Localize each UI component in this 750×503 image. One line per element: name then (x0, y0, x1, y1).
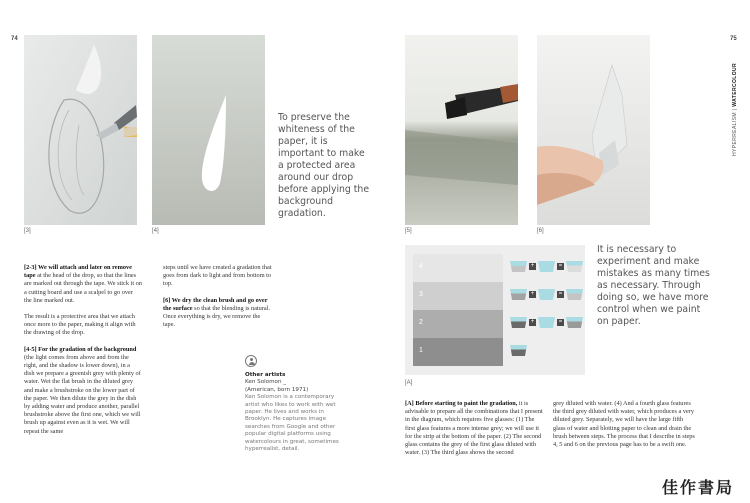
step-a-heading: [A] Before starting to paint the gradation, (405, 400, 518, 407)
gradation-steps-text: steps until we have created a gradation that goes from dark to light and from bottom to top. (163, 264, 272, 288)
section-side-label (732, 46, 738, 156)
result-paragraph: The result is a protective area that we attach once more to the paper, making it align with the drawing of the drop. (24, 313, 136, 337)
right-page-number: 75 (730, 36, 737, 42)
glass-row3-result (566, 289, 583, 300)
artist-dates: (American, born 1971) (245, 386, 309, 393)
glass-row2-result (566, 317, 583, 328)
photo-remove-tape (537, 35, 650, 225)
caption-photo-5: [5] (405, 228, 412, 234)
caption-photo-4: [4] (152, 228, 159, 234)
step-4-5-text: (the light comes from above and from the right, and the shadow is lower down), in a dish we prepare a greenish grey with plenty of water. Wet the flat brush in the diluted grey and make a brushstroke on the lower part of the paper. We then dilute the grey in the dish by adding water and produce another, parallel brushstroke above the first one, which we will brush up against even as it is wet. We will repeat the same (24, 353, 141, 435)
equals-op-2: = (558, 319, 563, 325)
right-pull-quote: It is necessary to experiment and make mistakes as many times as necessary. Through doing so, we have more control when we paint on paper. (597, 244, 710, 327)
section-label-watercolour: WATERCOLOUR (732, 62, 738, 107)
glass-row1-grey (510, 345, 527, 356)
right-body-column-2 (553, 400, 695, 457)
other-artists-box (245, 355, 345, 453)
strip-label-4: 4 (419, 263, 423, 270)
left-body-column-1 (24, 264, 142, 444)
photo-tape-scalpel (24, 35, 137, 225)
photo-flat-brush (405, 35, 518, 225)
step-2-3-text: at the head of the drop, so that the lines are marked out through the tape. We stick it on a cutting board and use a scalpel to go over the line marked out. (24, 272, 142, 304)
step-4-5-heading: [4-5] For the gradation of the background (24, 345, 137, 353)
photo-protected-drop (152, 35, 265, 225)
strip-4 (413, 254, 503, 282)
glass-combination-diagram (405, 245, 585, 375)
artist-name: Ken Solomon _ (245, 379, 287, 386)
caption-photo-3: [3] (24, 228, 31, 234)
glass-row3-water (538, 289, 555, 300)
left-page-number: 74 (11, 36, 18, 42)
plus-op-3: + (530, 291, 535, 297)
strip-label-3: 3 (419, 291, 423, 298)
glass-explanation-text: grey diluted with water. (4) And a fourth glass features the third grey diluted with water, which produces a very diluted grey. Separately, we will have the large fifth glass of water and blotting paper to clean and drain the brush between steps. The process that I describe in steps 4, 5 and 6 on the previous page has to be a swift one. (553, 400, 695, 449)
artist-bio: Ken Solomon is a contemporary artist who likes to work with wet paper. He lives and works in Brooklyn. He captures image searches from Google and other popular digital platforms using watercolours in great, sometimes hyperrealist, detail. (245, 394, 339, 453)
equals-op-4: = (558, 263, 563, 269)
step-6-text: so that the blending is natural. Once everything is dry, we remove the tape. (163, 304, 271, 329)
strip-1 (413, 338, 503, 366)
left-pull-quote: To preserve the whiteness of the paper, it is important to make a protected area around our drop before applying the background gradation. (278, 112, 370, 219)
strip-label-1: 1 (419, 347, 423, 354)
strip-label-2: 2 (419, 319, 423, 326)
other-artists-heading: Other artists (245, 372, 286, 378)
plus-op-2: + (530, 319, 535, 325)
glass-row2-water (538, 317, 555, 328)
watermark: 佳作書局 (662, 478, 735, 497)
right-body-column-1 (405, 400, 545, 465)
step-6-heading: [6] We dry the clean brush and go over the surface (163, 296, 268, 312)
glass-row4-water (538, 261, 555, 272)
section-label-hyperrealism: HYPERREALISM | (732, 106, 738, 156)
user-icon (245, 355, 257, 367)
glass-row4-grey (510, 261, 527, 272)
plus-op-4: + (530, 263, 535, 269)
glass-row3-grey (510, 289, 527, 300)
glass-row4-result (566, 261, 583, 272)
caption-photo-6: [6] (537, 228, 544, 234)
equals-op-3: = (558, 291, 563, 297)
left-body-column-2 (163, 264, 273, 337)
step-2-3-heading: [2-3] We will attach and later on remove tape (24, 264, 132, 280)
strip-3 (413, 282, 503, 310)
caption-diagram: [A] (405, 380, 413, 386)
step-a-text: it is advisable to prepare all the combinations that I present in the diagram, which requires five glasses: (1) The first glass features a more intense grey; we will use it for the strip at the bottom of the paper. (2) The second glass contains the grey of the first glass diluted with water. (3) The third glass shows the second (405, 400, 543, 457)
strip-2 (413, 310, 503, 338)
glass-row2-grey (510, 317, 527, 328)
